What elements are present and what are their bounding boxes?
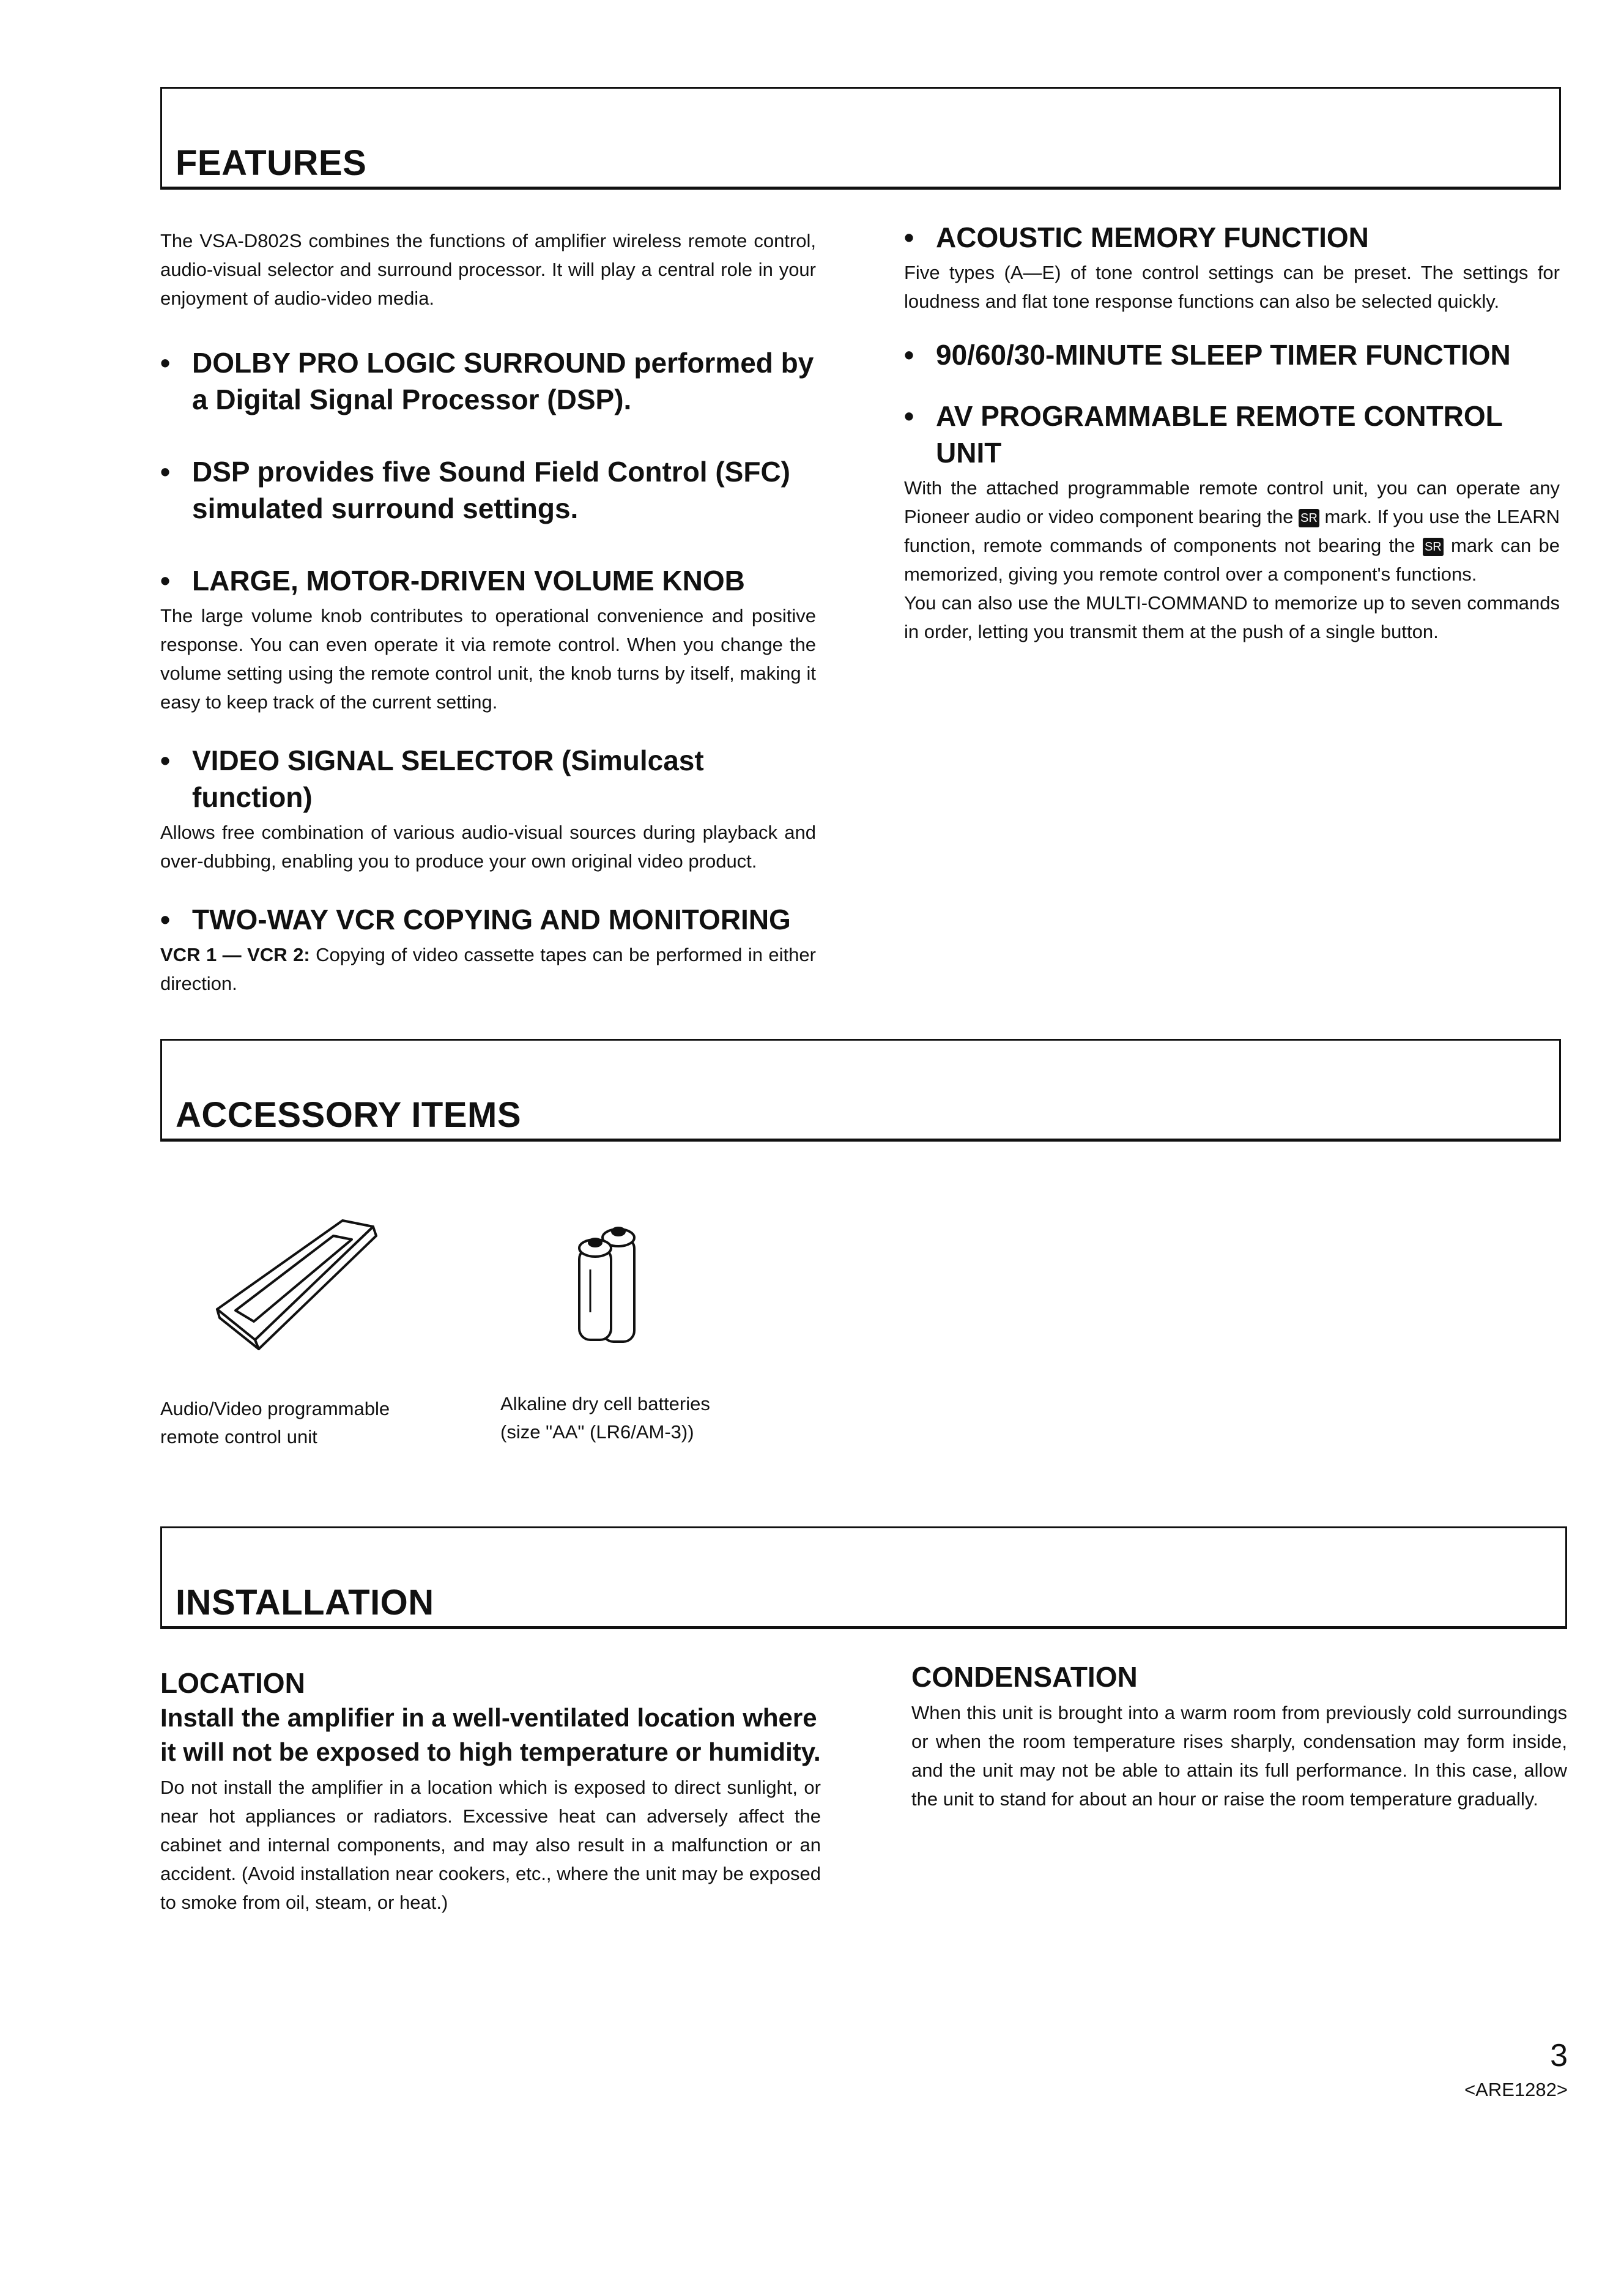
location-lead: Install the amplifier in a well-ventilated location where it will not be exposed to high temperature or humidity. [160,1703,821,1766]
feature-heading-dolby: • DOLBY PRO LOGIC SURROUND performed by a Digital Signal Processor (DSP). [160,344,816,418]
bullet: • [160,347,171,379]
bullet: • [160,456,171,488]
page-number: 3 [1550,2038,1568,2073]
installation-section-header [160,1526,1567,1629]
features-left-column [160,226,816,998]
sr-mark-icon: SR [1423,538,1444,556]
features-right-column [904,219,1560,646]
bullet: • [904,400,914,432]
installation-title: INSTALLATION [176,1583,434,1622]
installation-left-column [160,1665,821,1917]
condensation-text: When this unit is brought into a warm room from previously cold surroundings or when the room temperature rises sharply, condensation may form inside, and the unit may not be able to attain its full performance. In this case, allow the unit to stand for about an hour or raise the room temperature gradually. [911,1702,1567,1810]
accessory-section-header [160,1039,1561,1142]
feature-text-vcr: VCR 1 — VCR 2: Copying of video cassette tapes can be performed in either direction. [160,944,816,994]
feature-heading-sleep: • 90/60/30-MINUTE SLEEP TIMER FUNCTION [904,336,1560,373]
bullet: • [904,221,914,253]
bullet: • [160,565,171,596]
bullet: • [160,904,171,935]
feature-heading-dsp: • DSP provides five Sound Field Control (SFC) simulated surround settings. [160,453,816,527]
remote-control-illustration [211,1217,395,1358]
feature-heading-acoustic: • ACOUSTIC MEMORY FUNCTION [904,219,1560,256]
bullet: • [160,745,171,776]
feature-heading-video: • VIDEO SIGNAL SELECTOR (Simulcast function) [160,742,816,816]
sr-mark-icon: SR [1299,509,1319,527]
remote-caption: Audio/Video programmable remote control unit [160,1398,390,1448]
installation-right-column [911,1659,1567,1813]
features-intro: The VSA-D802S combines the functions of amplifier wireless remote control, audio-visual selector and surround processor. It will play a central role in your enjoyment of audio-video media. [160,230,816,309]
accessory-title: ACCESSORY ITEMS [176,1095,522,1135]
feature-text-remote-2: You can also use the MULTI-COMMAND to memorize up to seven commands in order, letting you transmit them at the push of a single button. [904,592,1560,642]
condensation-heading: CONDENSATION [911,1661,1138,1693]
batteries-illustration [572,1221,651,1349]
feature-text-acoustic: Five types (A—E) of tone control settings can be preset. The settings for loudness and flat tone response functions can also be selected quickly. [904,262,1560,312]
features-section-header [160,87,1561,190]
bullet: • [904,339,914,371]
battery-caption: Alkaline dry cell batteries (size "AA" (LR6/AM-3)) [500,1393,710,1443]
features-title: FEATURES [176,143,367,183]
feature-text-remote-1: With the attached programmable remote control unit, you can operate any Pioneer audio or video component bearing the SR mark. If you use the LEARN function, remote commands of components not bearing the SR mark can be memorized, giving you remote control over a component's functions. [904,477,1560,585]
feature-heading-volume: • LARGE, MOTOR-DRIVEN VOLUME KNOB [160,562,816,599]
feature-heading-vcr: • TWO-WAY VCR COPYING AND MONITORING [160,901,816,938]
feature-text-volume: The large volume knob contributes to operational convenience and positive response. You can even operate it via remote control. When you change the volume setting using the remote control unit, the knob turns by itself, making it easy to keep track of the current setting. [160,605,816,713]
location-text: Do not install the amplifier in a location which is exposed to direct sunlight, or near hot appliances or radiators. Excessive heat can adversely affect the cabinet and internal components, and may also result in a malfunction or an accident. (Avoid installation near cookers, etc., where the unit may be exposed to smoke from oil, steam, or heat.) [160,1777,821,1913]
vcr-lead: VCR 1 — VCR 2: [160,944,310,965]
document-code: <ARE1282> [1464,2079,1568,2100]
location-heading: LOCATION [160,1667,305,1699]
feature-text-video: Allows free combination of various audio-visual sources during playback and over-dubbing, enabling you to produce your own original video product. [160,822,816,872]
feature-heading-remote: • AV PROGRAMMABLE REMOTE CONTROL UNIT [904,398,1560,471]
